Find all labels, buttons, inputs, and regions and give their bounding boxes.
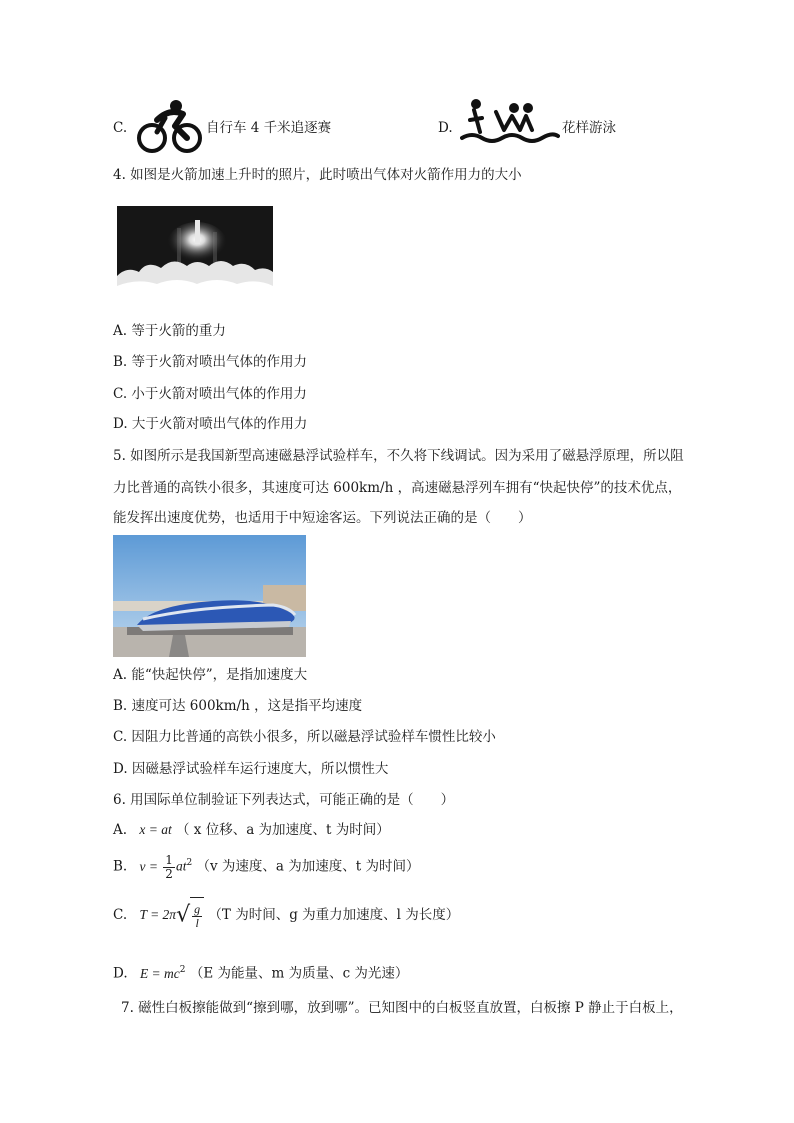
radical-sign-icon: √ xyxy=(176,902,191,928)
q6-option-d-desc: （E 为能量、m 为质量、c 为光速） xyxy=(189,965,409,982)
q6-option-c-numerator: g xyxy=(194,902,201,916)
q6-option-c-letter: C. xyxy=(113,907,128,923)
q5-stem-line-1: 5. 如图所示是我国新型高速磁悬浮试验样车，不久将下线调试。因为采用了磁悬浮原理，所以阻 xyxy=(113,448,684,464)
q4-option-d: D. 大于火箭对喷出气体的作用力 xyxy=(113,416,308,432)
q6-option-b xyxy=(113,848,419,882)
q6-option-a xyxy=(113,821,390,839)
q6-option-d-letter: D. xyxy=(113,965,128,982)
q6-option-b-lhs: v = xyxy=(139,858,158,874)
q6-option-b-desc: （v 为速度、a 为加速度、t 为时间） xyxy=(196,858,420,875)
q6-option-c xyxy=(113,897,459,934)
q6-option-b-fraction xyxy=(163,854,175,881)
q6-option-a-letter: A. xyxy=(113,822,128,838)
q4-option-b: B. 等于火箭对喷出气体的作用力 xyxy=(113,354,308,370)
q5-option-d: D. 因磁悬浮试验样车运行速度大，所以惯性大 xyxy=(113,761,389,777)
q5-stem-line-2: 力比普通的高铁小很多，其速度可达 600km/h ，高速磁悬浮列车拥有“快起快停”的技术优点， xyxy=(113,480,682,496)
q6-option-d-exponent: 2 xyxy=(179,965,186,975)
rocket-launch-photo xyxy=(117,206,273,299)
q6-option-b-numerator: 1 xyxy=(165,852,173,867)
q3-option-c-label: 自行车 4 千米追逐赛 xyxy=(206,120,332,136)
maglev-train-photo xyxy=(113,535,306,657)
q5-stem-line-3: 能发挥出速度优势，也适用于中短途客运。下列说法正确的是（ ） xyxy=(113,510,532,526)
q5-option-c: C. 因阻力比普通的高铁小很多，所以磁悬浮试验样车惯性比较小 xyxy=(113,729,496,745)
q5-option-b: B. 速度可达 600km/h ，这是指平均速度 xyxy=(113,698,363,714)
q6-option-c-denominator: l xyxy=(195,916,199,930)
q6-option-b-denominator: 2 xyxy=(165,866,173,881)
q6-option-a-desc: （ x 位移、a 为加速度、t 为时间） xyxy=(176,822,390,838)
q3-option-d-label: 花样游泳 xyxy=(562,120,616,136)
q6-option-b-letter: B. xyxy=(113,858,128,875)
q6-option-c-radicand xyxy=(190,897,204,934)
q6-stem: 6. 用国际单位制验证下列表达式，可能正确的是（ ） xyxy=(113,792,455,808)
q4-stem: 4. 如图是火箭加速上升时的照片，此时喷出气体对火箭作用力的大小 xyxy=(113,167,522,183)
swimming-pictogram xyxy=(460,98,560,148)
q4-option-a: A. 等于火箭的重力 xyxy=(113,323,226,339)
cycling-pictogram xyxy=(135,98,205,154)
q6-option-c-desc: （T 为时间、g 为重力加速度、l 为长度） xyxy=(208,907,460,923)
q6-option-d-formula: E = mc xyxy=(139,965,180,981)
q7-stem: 7. 磁性白板擦能做到“擦到哪，放到哪”。已知图中的白板竖直放置，白板擦 P 静止于白板上， xyxy=(121,1000,683,1016)
q6-option-b-exponent: 2 xyxy=(186,858,193,868)
q3-option-c-letter: C. xyxy=(113,120,128,136)
q3-option-d-letter: D. xyxy=(438,120,453,136)
q6-option-a-formula: x = at xyxy=(139,822,172,837)
q5-option-a: A. 能“快起快停”，是指加速度大 xyxy=(113,667,308,683)
q6-option-b-rhs: at xyxy=(175,858,187,874)
q6-option-d xyxy=(113,961,408,983)
q4-option-c: C. 小于火箭对喷出气体的作用力 xyxy=(113,386,307,402)
q6-option-c-lhs: T = 2π xyxy=(139,907,177,922)
